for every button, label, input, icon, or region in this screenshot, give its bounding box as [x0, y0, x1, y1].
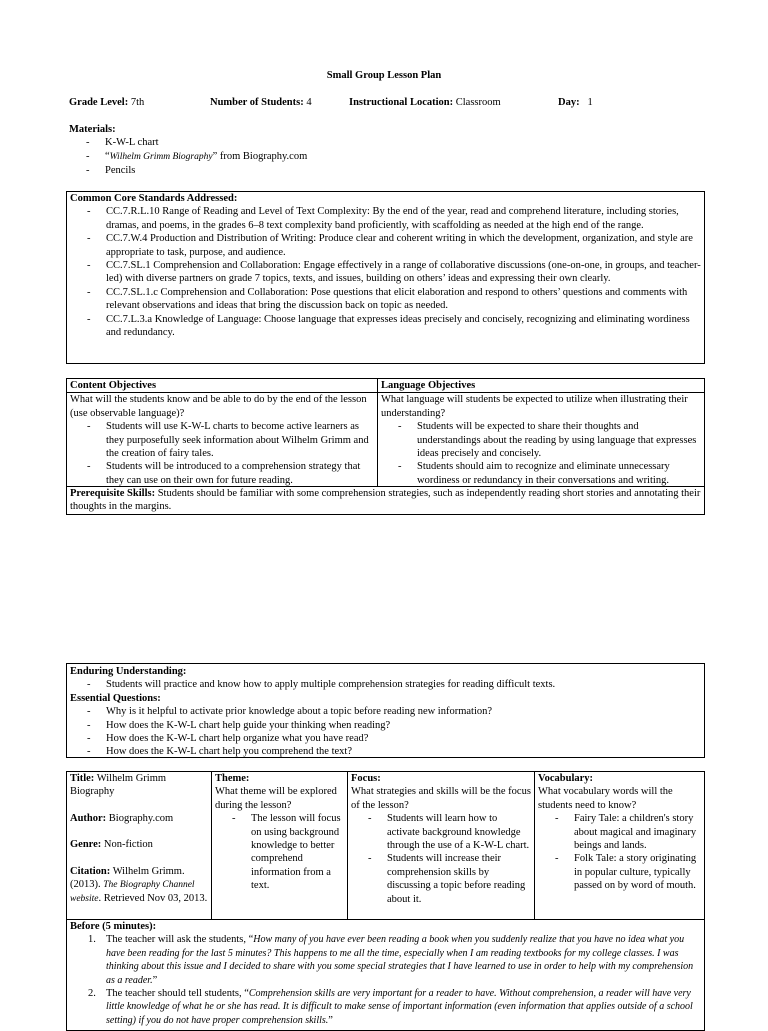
before-section	[67, 920, 704, 1027]
lesson-title: Title: Wilhelm Grimm Biography	[70, 773, 167, 798]
lesson-author: Author: Biography.com	[70, 812, 174, 824]
standards-list	[70, 205, 701, 339]
list-item: - Students will be introduced to a comprehension strategy that they can use on their own for future reading.	[70, 460, 374, 487]
list-item: - Folk Tale: a story originating in popular culture, typically passed on by word of mouth.	[538, 852, 701, 892]
prerequisite-skills: Prerequisite Skills: Students should be familiar with some comprehension strategies, such as independently reading short stories and annotating their thoughts in the margins.	[70, 488, 701, 513]
materials-list	[69, 136, 709, 177]
enduring-understanding-label: Enduring Understanding:	[70, 666, 187, 677]
objectives-box	[66, 378, 705, 515]
content-objectives	[67, 379, 377, 487]
list-item: - Students will be expected to share their thoughts and understandings about the reading by using language that expresses ideas precisely and concisely.	[381, 420, 701, 460]
day: Day: 1	[558, 97, 593, 108]
understanding-box	[66, 663, 705, 758]
vocabulary-label: Vocabulary:	[538, 773, 594, 784]
lesson-details-box	[66, 771, 705, 1031]
language-objectives	[378, 379, 704, 487]
focus-label: Focus:	[351, 773, 381, 784]
vocabulary-cell	[535, 772, 704, 893]
list-item: - How does the K-W-L chart help organize what you have read?	[70, 732, 701, 745]
list-item: - Why is it helpful to activate prior knowledge about a topic before reading new information?	[70, 705, 701, 718]
focus-cell	[348, 772, 534, 906]
list-item: - Fairy Tale: a children's story about magical and imaginary beings and lands.	[538, 812, 701, 852]
language-objectives-list	[381, 420, 701, 487]
before-label: Before (5 minutes):	[70, 921, 157, 932]
list-item: - Students will learn how to activate background knowledge through the use of a K-W-L chart.	[351, 812, 531, 852]
list-item: - CC.7.SL.1.c Comprehension and Collaboration: Pose questions that elicit elaboration and respond to others’ questions and comments with relevant observations and ideas that bring the discussion back on topic as needed.	[70, 286, 701, 313]
text-info-cell	[67, 772, 211, 907]
materials-section	[69, 123, 709, 178]
instructional-location: Instructional Location: Classroom	[349, 97, 501, 108]
lesson-citation: Citation: Wilhelm Grimm. (2013). The Biography Channel website. Retrieved Nov 03, 2013.	[70, 865, 208, 905]
content-objectives-list	[70, 420, 374, 487]
theme-cell	[212, 772, 347, 893]
theme-label: Theme:	[215, 773, 250, 784]
list-item: - K-W-L chart	[69, 136, 709, 149]
list-item: - Students will practice and know how to apply multiple comprehension strategies for reading difficult texts.	[70, 678, 701, 691]
list-item: - CC.7.W.4 Production and Distribution of Writing: Produce clear and coherent writing in which the development, organization, and style are appropriate to task, purpose, and audience.	[70, 232, 701, 259]
content-objectives-label: Content Objectives	[70, 380, 157, 391]
list-item: - CC.7.L.3.a Knowledge of Language: Choose language that expresses ideas precisely and concisely, recognizing and eliminating wordiness and redundancy.	[70, 313, 701, 340]
list-item: 2. The teacher should tell students, “Comprehension skills are very important for a reader to have. Without comprehension, a reader will have very little knowledge of what he or she has read. It is difficult to make sense of important information (even information that applies outside of a school setting) if you do not have proper comprehension skills.”	[88, 988, 693, 1026]
grade-level: Grade Level: 7th	[69, 97, 145, 108]
focus-question: What strategies and skills will be the focus of the lesson?	[351, 786, 531, 811]
essential-questions-list	[70, 705, 701, 759]
language-objectives-question: What language will students be expected to utilize when illustrating their understanding?	[381, 394, 688, 419]
list-item: - How does the K-W-L chart help guide your thinking when reading?	[70, 719, 701, 732]
materials-label: Materials:	[69, 124, 116, 135]
list-item: - CC.7.R.L.10 Range of Reading and Level of Text Complexity: By the end of the year, read and comprehend literature, including stories, dramas, and poems, in the grades 6–8 text complexity band proficiently, with scaffolding as needed at the high end of the range.	[70, 205, 701, 232]
list-item: - CC.7.SL.1 Comprehension and Collaboration: Engage effectively in a range of collaborative discussions (one-on-one, in groups, and teacher-led) with diverse partners on grade 7 topics, texts, and issues, building on others’ ideas and expressing their own clearly.	[70, 259, 701, 286]
standards-box	[66, 191, 705, 364]
lesson-genre: Genre: Non-fiction	[70, 839, 153, 851]
list-item: - Pencils	[69, 164, 709, 177]
list-item: - Students should aim to recognize and eliminate unnecessary wordiness or redundancy in their conversations and writing.	[381, 460, 701, 487]
list-item: 1. The teacher will ask the students, “How many of you have ever been reading a book when you suddenly realize that you have no idea what you have been reading for the last 5 minutes? This happens to me all the time, especially when I am reading textbooks for my college classes. I was thinking about this issue and I decided to share with you some special strategies that I have learned to use in order to help with my comprehension as a reader.”	[88, 934, 694, 986]
before-steps	[70, 933, 701, 1027]
page-title: Small Group Lesson Plan	[326, 70, 442, 81]
theme-question: What theme will be explored during the lesson?	[215, 786, 337, 811]
language-objectives-label: Language Objectives	[381, 380, 476, 391]
list-item: - How does the K-W-L chart help you comprehend the text?	[70, 745, 701, 758]
essential-questions-label: Essential Questions:	[70, 692, 161, 704]
content-objectives-question: What will the students know and be able to do by the end of the lesson (use observable language)?	[70, 394, 367, 419]
list-item: - Students will increase their comprehension skills by discussing a topic before reading about it.	[351, 852, 531, 906]
list-item: - “Wilhelm Grimm Biography” from Biography.com	[69, 150, 709, 164]
vocabulary-question: What vocabulary words will the students need to know?	[538, 786, 673, 811]
list-item: - Students will use K-W-L charts to become active learners as they purposefully seek information about Wilhelm Grimm and the creation of fairy tales.	[70, 420, 374, 460]
standards-label: Common Core Standards Addressed:	[70, 193, 238, 204]
list-item: - The lesson will focus on using background knowledge to better comprehend information from a text.	[215, 812, 344, 892]
number-of-students: Number of Students: 4	[210, 97, 312, 108]
